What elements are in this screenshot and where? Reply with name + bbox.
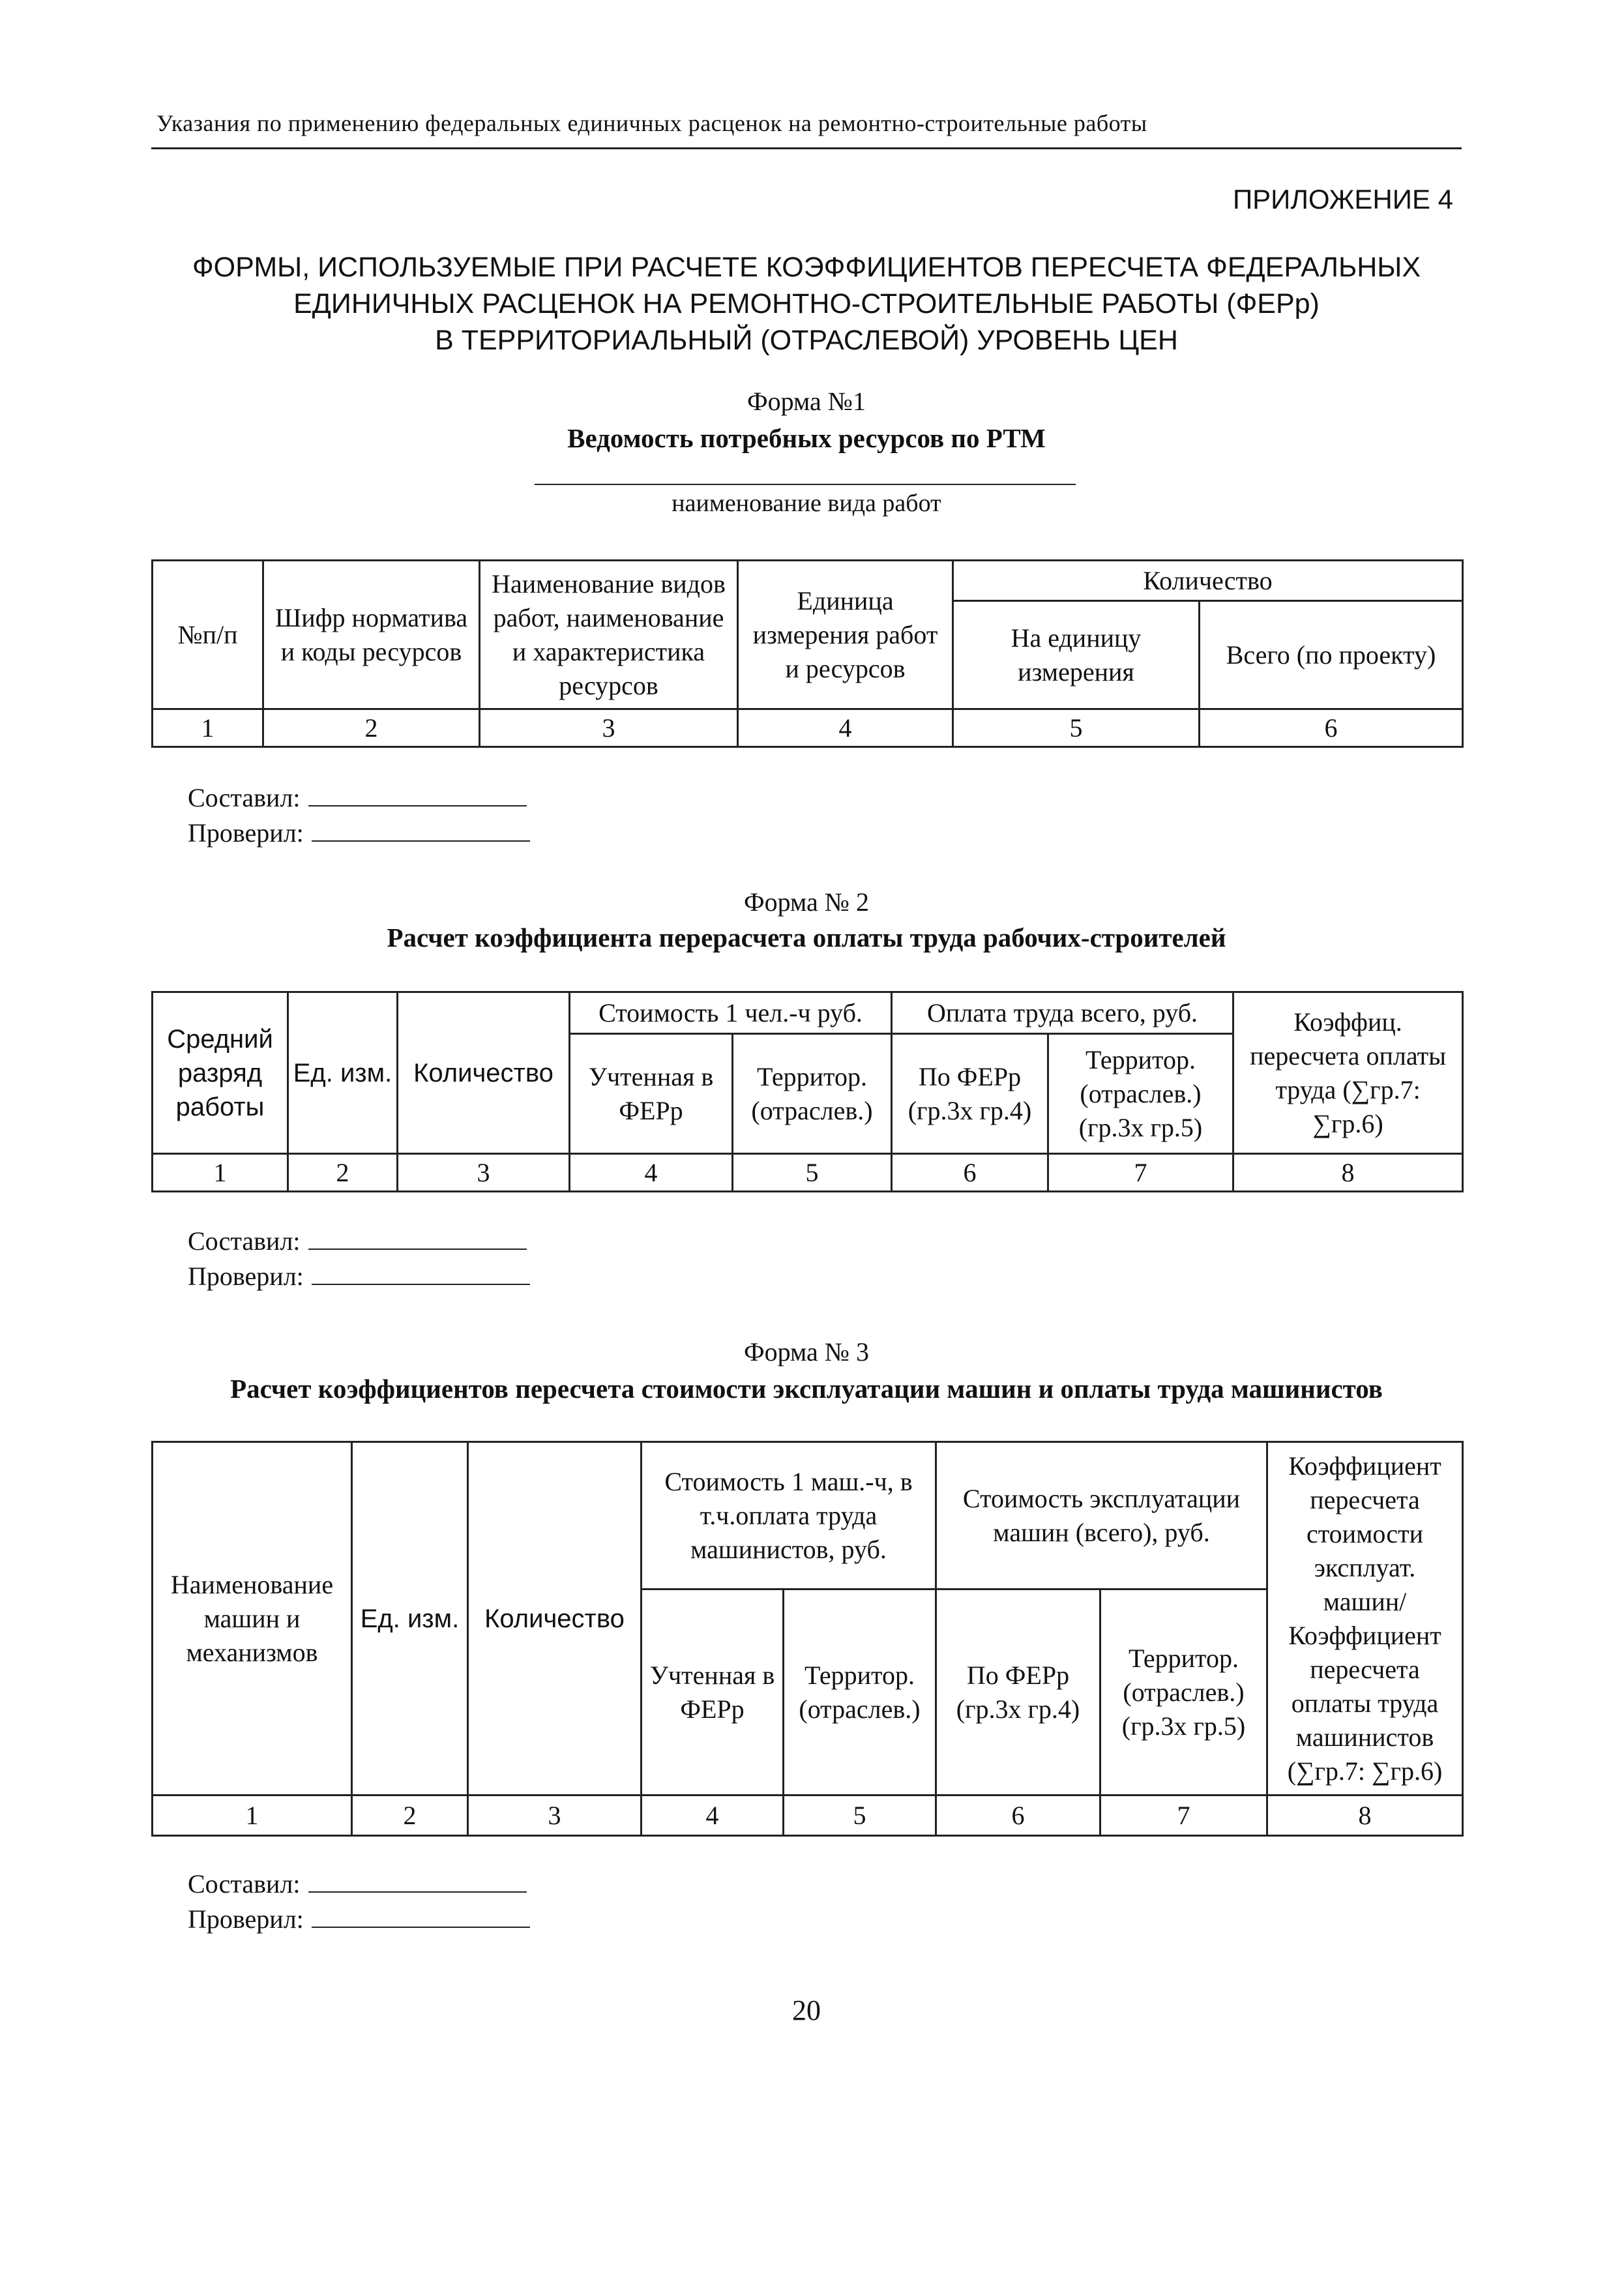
form2-header-col7: Территор. (отраслев.) (гр.3х гр.5) — [1048, 1034, 1233, 1154]
main-title — [151, 249, 1462, 359]
form2-checked-line — [188, 1261, 530, 1292]
form3-compiled-line — [188, 1869, 527, 1899]
form2-table — [151, 991, 1464, 1192]
form2-header-group1: Стоимость 1 чел.-ч руб. — [570, 992, 892, 1034]
form1-col-number: 4 — [738, 709, 953, 747]
form3-header-col1: Наименование машин и механизмов — [153, 1442, 352, 1796]
form1-header-col1: №п/п — [153, 561, 263, 709]
form1-header-col6: Всего (по проекту) — [1200, 601, 1463, 709]
form2-number: Форма № 2 — [744, 887, 869, 917]
appendix-label: ПРИЛОЖЕНИЕ 4 — [1232, 184, 1453, 214]
form2-col-number: 1 — [153, 1154, 288, 1192]
form3-header-col6: По ФЕРр (гр.3х гр.4) — [936, 1589, 1100, 1796]
form1-compiled-label: Составил: — [188, 783, 301, 812]
form1-col-number: 2 — [263, 709, 480, 747]
form1-header-col2: Шифр норматива и коды ресурсов — [263, 561, 480, 709]
form2-compiled-blank — [308, 1229, 527, 1250]
form3-header-col2: Ед. изм. — [352, 1442, 468, 1796]
form3-header-col7: Территор. (отраслев.) (гр.3х гр.5) — [1100, 1589, 1267, 1796]
form2-col-number: 6 — [892, 1154, 1048, 1192]
form1-checked-label: Проверил: — [188, 818, 304, 848]
form1-header-col3: Наименование видов работ, наименование и характеристика ресурсов — [480, 561, 738, 709]
form3-col-number: 8 — [1267, 1796, 1463, 1836]
form2-title: Расчет коэффициента перерасчета оплаты труда рабочих-строителей — [387, 923, 1226, 953]
form1-checked-line — [188, 818, 530, 848]
form2-header-col5: Территор. (отраслев.) — [733, 1034, 892, 1154]
form3-col-number: 7 — [1100, 1796, 1267, 1836]
form3-header-col8: Коэффициент пересчета стоимости эксплуат. машин/ Коэффициент пересчета оплаты труда машинистов (∑гр.7: ∑гр.6) — [1267, 1442, 1463, 1796]
main-title-line-1: ФОРМЫ, ИСПОЛЬЗУЕМЫЕ ПРИ РАСЧЕТЕ КОЭФФИЦИЕНТОВ ПЕРЕСЧЕТА ФЕДЕРАЛЬНЫХ — [192, 252, 1421, 283]
form1-col-number: 6 — [1200, 709, 1463, 747]
form1-header-group: Количество — [953, 561, 1463, 601]
form1-col-number: 3 — [480, 709, 738, 747]
form2-header-col8: Коэффиц. пересчета оплаты труда (∑гр.7: ∑гр.6) — [1233, 992, 1463, 1154]
form3-checked-line — [188, 1904, 530, 1934]
form2-checked-blank — [312, 1264, 530, 1285]
form1-table — [151, 559, 1464, 748]
form1-underline — [535, 484, 1076, 485]
form1-underline-caption: наименование вида работ — [672, 490, 941, 517]
running-header: Указания по применению федеральных единичных расценок на ремонтно-строительные работы — [156, 110, 1147, 136]
form1-compiled-blank — [308, 786, 527, 806]
form2-header-col1: Средний разряд работы — [153, 992, 288, 1154]
form2-header-col2: Ед. изм. — [288, 992, 398, 1154]
form3-checked-label: Проверил: — [188, 1904, 304, 1934]
form1-compiled-line — [188, 782, 527, 813]
form3-header-group1: Стоимость 1 маш.-ч, в т.ч.оплата труда машинистов, руб. — [642, 1442, 936, 1589]
form2-checked-label: Проверил: — [188, 1262, 304, 1291]
form3-compiled-blank — [308, 1872, 527, 1893]
form1-checked-blank — [312, 821, 530, 842]
form2-col-number: 4 — [570, 1154, 733, 1192]
form3-checked-blank — [312, 1907, 530, 1928]
form2-col-number: 3 — [398, 1154, 570, 1192]
form2-col-number: 5 — [733, 1154, 892, 1192]
form3-col-number: 1 — [153, 1796, 352, 1836]
form2-compiled-label: Составил: — [188, 1226, 301, 1256]
form3-header-col5: Территор. (отраслев.) — [784, 1589, 936, 1796]
form2-header-col6: По ФЕРр (гр.3х гр.4) — [892, 1034, 1048, 1154]
form3-compiled-label: Составил: — [188, 1869, 301, 1899]
header-rule — [151, 147, 1462, 149]
form3-header-col3: Количество — [468, 1442, 642, 1796]
form3-header-group2: Стоимость эксплуатации машин (всего), руб. — [936, 1442, 1267, 1589]
main-title-line-2: ЕДИНИЧНЫХ РАСЦЕНОК НА РЕМОНТНО-СТРОИТЕЛЬНЫЕ РАБОТЫ (ФЕРр) — [293, 288, 1320, 319]
form2-col-number: 7 — [1048, 1154, 1233, 1192]
form3-table — [151, 1441, 1464, 1837]
form1-title: Ведомость потребных ресурсов по РТМ — [567, 423, 1046, 453]
form3-number: Форма № 3 — [744, 1337, 869, 1367]
main-title-line-3: В ТЕРРИТОРИАЛЬНЫЙ (ОТРАСЛЕВОЙ) УРОВЕНЬ ЦЕН — [435, 325, 1178, 356]
form3-col-number: 6 — [936, 1796, 1100, 1836]
form2-header-col3: Количество — [398, 992, 570, 1154]
form2-col-number: 2 — [288, 1154, 398, 1192]
form2-header-col4: Учтенная в ФЕРр — [570, 1034, 733, 1154]
form1-header-col5: На единицу измерения — [953, 601, 1200, 709]
form3-title: Расчет коэффициентов пересчета стоимости эксплуатации машин и оплаты труда машинистов — [230, 1374, 1383, 1404]
form2-compiled-line — [188, 1226, 527, 1256]
form3-header-col4: Учтенная в ФЕРр — [642, 1589, 784, 1796]
form2-col-number: 8 — [1233, 1154, 1463, 1192]
form3-col-number: 3 — [468, 1796, 642, 1836]
form1-col-number: 5 — [953, 709, 1200, 747]
page-number: 20 — [792, 1994, 821, 2026]
form2-header-group2: Оплата труда всего, руб. — [892, 992, 1233, 1034]
form1-number: Форма №1 — [747, 387, 866, 416]
form3-col-number: 4 — [642, 1796, 784, 1836]
form1-header-col4: Единица измерения работ и ресурсов — [738, 561, 953, 709]
form3-col-number: 5 — [784, 1796, 936, 1836]
form1-col-number: 1 — [153, 709, 263, 747]
form3-col-number: 2 — [352, 1796, 468, 1836]
